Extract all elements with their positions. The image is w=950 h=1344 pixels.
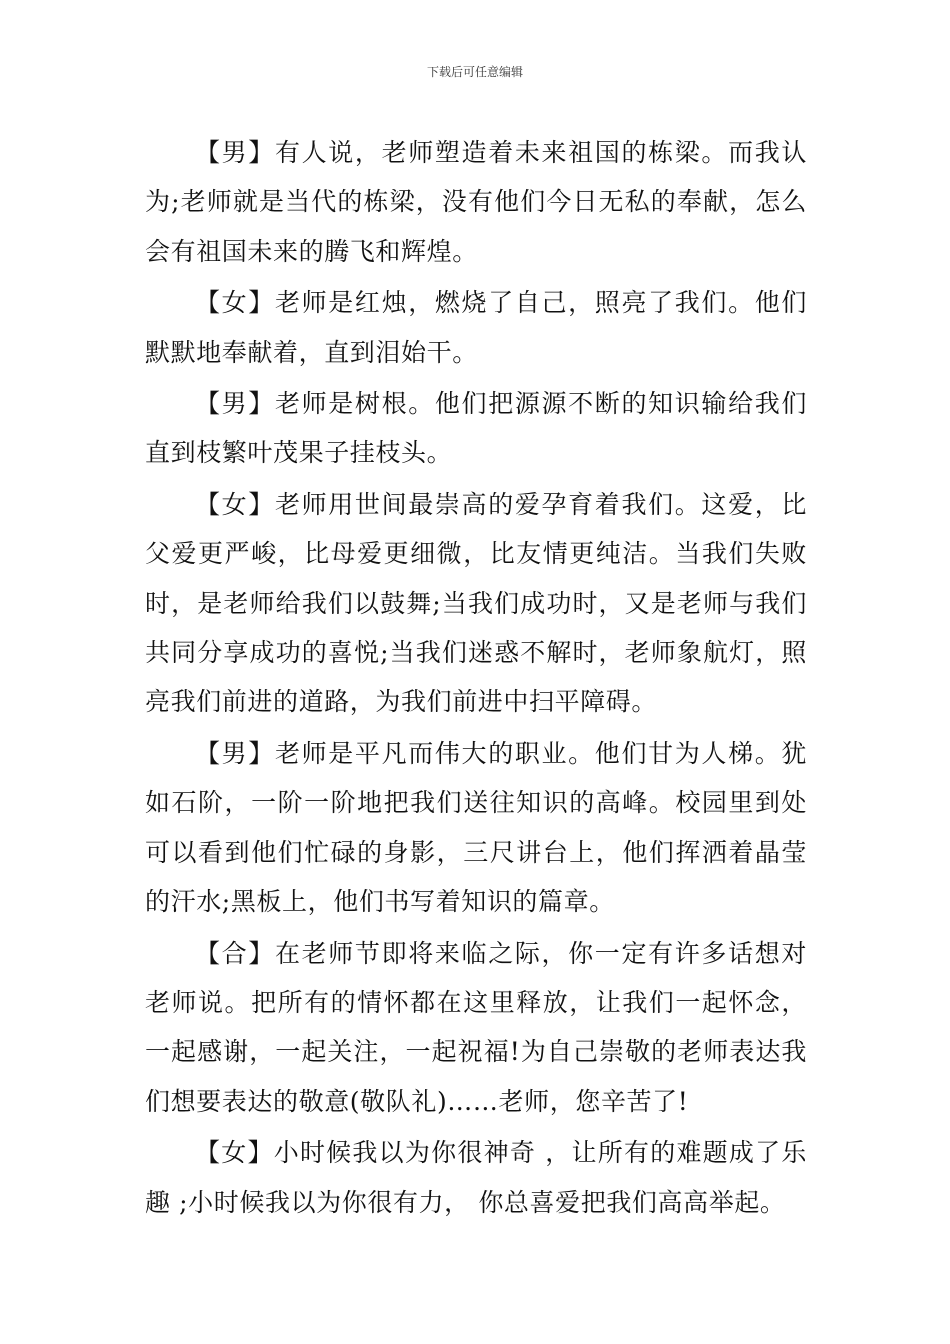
paragraph-1: 【男】有人说，老师塑造着未来祖国的栋梁。而我认为;老师就是当代的栋梁，没有他们今日无私的奉献，怎么会有祖国未来的腾飞和辉煌。 bbox=[145, 138, 807, 266]
page-header: 下载后可任意编辑 bbox=[426, 65, 523, 79]
document-body bbox=[145, 128, 807, 1229]
paragraph-4: 【女】老师用世间最崇高的爱孕育着我们。这爱，比父爱更严峻，比母爱更细微，比友情更纯洁。当我们失败时，是老师给我们以鼓舞;当我们成功时，又是老师与我们共同分享成功的喜悦;当我们迷惑不解时，老师象航灯，照亮我们前进的道路，为我们前进中扫平障碍。 bbox=[145, 489, 807, 717]
paragraph-6: 【合】在老师节即将来临之际，你一定有许多话想对老师说。把所有的情怀都在这里释放，让我们一起怀念，一起感谢，一起关注，一起祝福!为自己崇敬的老师表达我们想要表达的敬意(敬队礼)……老师，您辛苦了! bbox=[145, 938, 807, 1116]
paragraph-7: 【女】小时候我以为你很神奇 ，让所有的难题成了乐趣 ;小时候我以为你很有力， 你总喜爱把我们高高举起。 bbox=[145, 1138, 807, 1217]
paragraph-2: 【女】老师是红烛，燃烧了自己，照亮了我们。他们默默地奉献着，直到泪始干。 bbox=[145, 288, 807, 367]
paragraph-5: 【男】老师是平凡而伟大的职业。他们甘为人梯。犹如石阶，一阶一阶地把我们送往知识的高峰。校园里到处可以看到他们忙碌的身影，三尺讲台上，他们挥洒着晶莹的汗水;黑板上，他们书写着知识的篇章。 bbox=[145, 738, 807, 917]
paragraph-3: 【男】老师是树根。他们把源源不断的知识输给我们直到枝繁叶茂果子挂枝头。 bbox=[145, 389, 807, 468]
